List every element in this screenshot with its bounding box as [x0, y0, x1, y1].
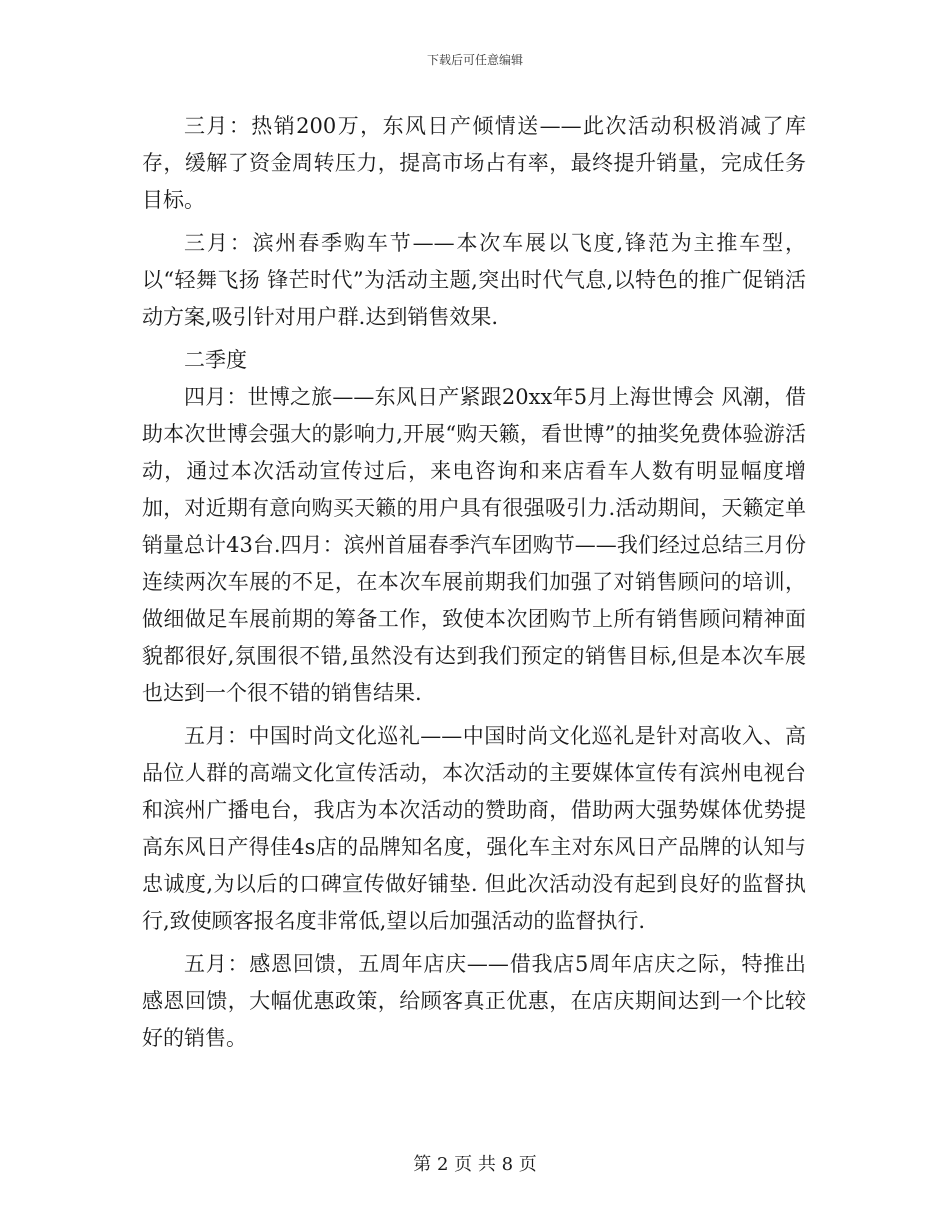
- document-body: [142, 108, 806, 1057]
- page-footer: [0, 1153, 950, 1177]
- page-header: [0, 52, 950, 68]
- paragraph-march-car-festival: 三月：滨州春季购车节——本次车展以飞度,锋范为主推车型，以“轻舞飞扬 锋芒时代”为活动主题,突出时代气息,以特色的推广促销活动方案,吸引针对用户群.达到销售效果.: [142, 231, 806, 329]
- paragraph-may-fashion: 五月：中国时尚文化巡礼——中国时尚文化巡礼是针对高收入、高品位人群的高端文化宣传活动，本次活动的主要媒体宣传有滨州电视台和滨州广播电台，我店为本次活动的赞助商，借助两大强势媒体优势提高东风日产得佳4s店的品牌知名度，强化车主对东风日产品牌的认知与忠诚度,为以后的口碑宣传做好铺垫. 但此次活动没有起到良好的监督执行,致使顾客报名度非常低,望以后加强活动的监督执行.: [142, 724, 806, 933]
- section-heading-q2: 二季度: [184, 348, 247, 372]
- header-note: 下载后可任意编辑: [426, 53, 523, 67]
- page-number: 第 2 页 共 8 页: [413, 1154, 537, 1175]
- paragraph-april: 四月：世博之旅——东风日产紧跟20xx年5月上海世博会 风潮，借助本次世博会强大的影响力,开展“购天籁，看世博”的抽奖免费体验游活动，通过本次活动宣传过后，来电咨询和来店看车人数有明显幅度增加，对近期有意向购买天籁的用户具有很强吸引力.活动期间，天籁定单销量总计43台.四月：滨州首届春季汽车团购节——我们经过总结三月份连续两次车展的不足，在本次车展前期我们加强了对销售顾问的培训，做细做足车展前期的筹备工作，致使本次团购节上所有销售顾问精神面貌都很好,氛围很不错,虽然没有达到我们预定的销售目标,但是本次车展也达到一个很不错的销售结果.: [142, 385, 806, 705]
- paragraph-may-anniversary: 五月：感恩回馈，五周年店庆——借我店5周年店庆之际，特推出感恩回馈，大幅优惠政策，给顾客真正优惠，在店庆期间达到一个比较好的销售。: [142, 952, 806, 1050]
- paragraph-march-sales: 三月：热销200万，东风日产倾情送——此次活动积极消减了库存，缓解了资金周转压力，提高市场占有率，最终提升销量，完成任务目标。: [142, 114, 806, 212]
